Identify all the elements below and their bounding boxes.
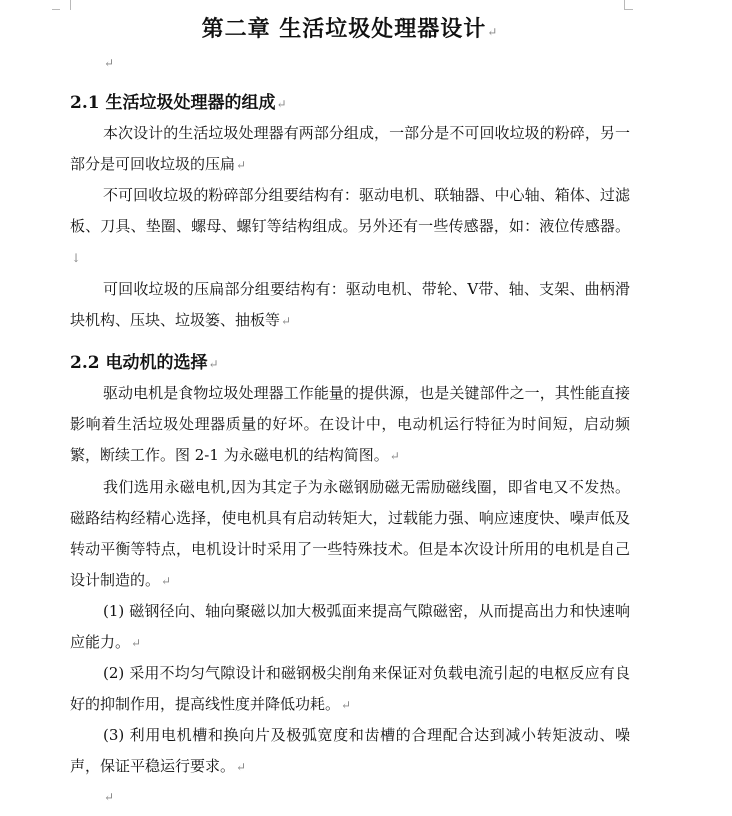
paragraph: 我们选用永磁电机,因为其定子为永磁钢励磁无需励磁线圈，即省电又不发热。磁路结构经精心选择，使电机具有启动转矩大，过载能力强、响应速度快、噪声低及转动平衡等特点，电机设计时采用了一些特殊技术。但是本次设计所用的电机是自己设计制造的。↵: [70, 478, 630, 589]
list-item: (1) 磁钢径向、轴向聚磁以加大极弧面来提高气隙磁密，从而提高出力和快速响应能力。↵: [70, 602, 630, 651]
empty-paragraph: ↵: [104, 790, 115, 804]
paragraph: 可回收垃圾的压扁部分组要结构有：驱动电机、带轮、V带、轴、支架、曲柄滑块机构、压块、垃圾篓、抽板等↵: [70, 280, 630, 329]
section-heading-2-1: 2.1 生活垃圾处理器的组成↵: [70, 93, 287, 113]
paragraph-mark: ↵: [487, 25, 499, 39]
section-heading-2-2: 2.2 电动机的选择↵: [70, 353, 219, 373]
crop-mark-top-left-h: [52, 9, 60, 11]
crop-mark-top-right-h: [625, 9, 633, 11]
paragraph: 驱动电机是食物垃圾处理器工作能量的提供源，也是关键部件之一，其性能直接影响着生活垃圾处理器质量的好坏。在设计中，电动机运行特征为时间短，启动频繁，断续工作。图 2-1 为永磁电机的结构简图。↵: [70, 384, 630, 464]
paragraph: 不可回收垃圾的粉碎部分组要结构有：驱动电机、联轴器、中心轴、箱体、过滤板、刀具、垫圈、螺母、螺钉等结构组成。另外还有一些传感器，如：液位传感器。↓: [70, 186, 630, 265]
list-item: (3) 利用电机槽和换向片及极弧宽度和齿槽的合理配合达到减小转矩波动、噪声，保证平稳运行要求。↵: [70, 726, 630, 775]
list-item: (2) 采用不均匀气隙设计和磁钢极尖削角来保证对负载电流引起的电枢反应有良好的抑制作用，提高线性度并降低功耗。↵: [70, 664, 630, 713]
paragraph: 本次设计的生活垃圾处理器有两部分组成，一部分是不可回收垃圾的粉碎，另一部分是可回收垃圾的压扁↵: [70, 124, 630, 173]
empty-paragraph: ↵: [104, 56, 115, 70]
chapter-title: 第二章 生活垃圾处理器设计↵: [201, 16, 499, 42]
crop-mark-top-left: [60, 0, 71, 10]
